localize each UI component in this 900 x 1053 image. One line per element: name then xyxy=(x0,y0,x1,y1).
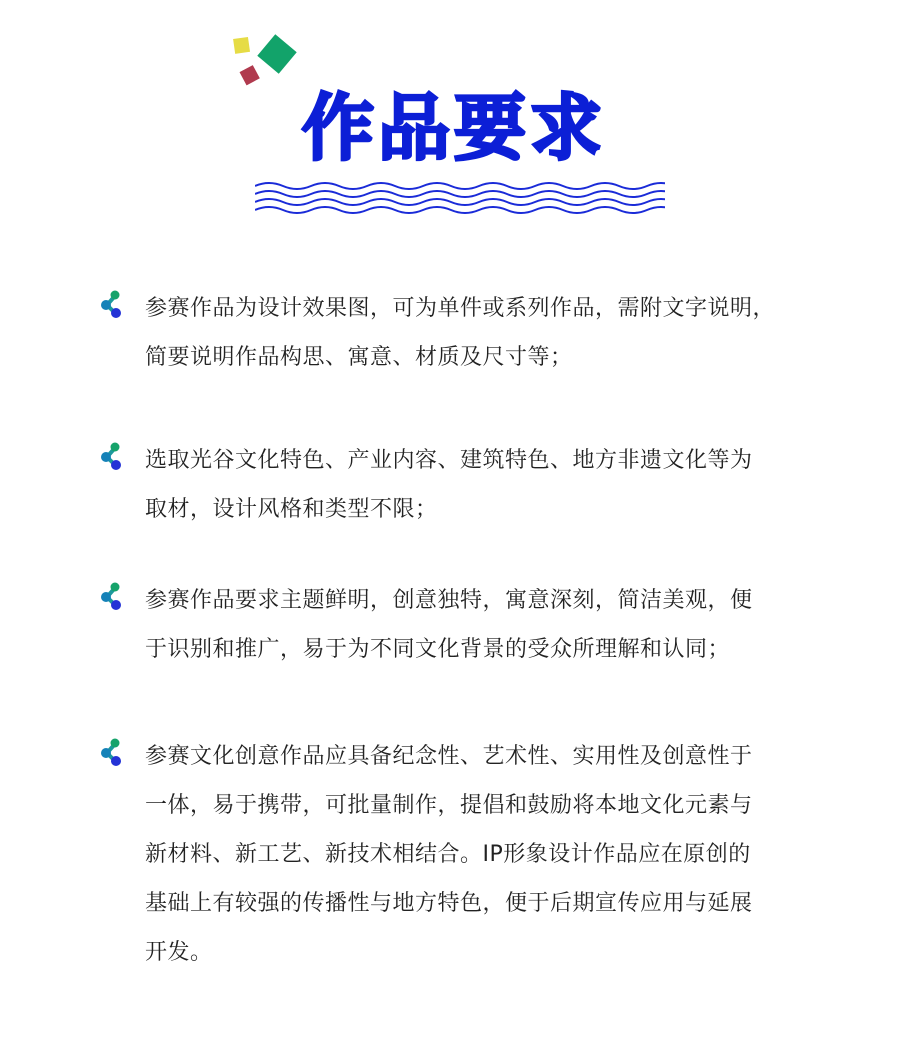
decorative-squares-icon xyxy=(228,30,308,100)
text-line: 一体，易于携带，可批量制作，提倡和鼓励将本地文化元素与 xyxy=(145,793,753,818)
text-line: 基础上有较强的传播性与地方特色，便于后期宣传应用与延展 xyxy=(145,891,753,916)
molecule-bullet-icon xyxy=(100,289,126,319)
molecule-bullet-icon xyxy=(100,581,126,611)
molecule-bullet-icon xyxy=(100,441,126,471)
yellow-square-icon xyxy=(233,37,250,54)
text-line: 选取光谷文化特色、产业内容、建筑特色、地方非遗文化等为 xyxy=(145,448,753,473)
text-line: 新材料、新工艺、新技术相结合。IP形象设计作品应在原创的 xyxy=(145,842,751,867)
green-square-icon xyxy=(257,34,296,73)
list-item-text xyxy=(145,732,820,977)
header xyxy=(0,0,900,230)
text-line: 参赛作品为设计效果图，可为单件或系列作品，需附文字说明， xyxy=(145,296,776,321)
text-line: 参赛作品要求主题鲜明，创意独特，寓意深刻，简洁美观，便 xyxy=(145,588,753,613)
page-title: 作品要求 xyxy=(302,86,607,170)
red-square-icon xyxy=(240,65,260,85)
wave-divider-icon xyxy=(255,180,665,220)
list-item-text xyxy=(145,436,820,534)
list-item-text xyxy=(145,284,820,382)
list-item-text xyxy=(145,576,820,674)
text-line: 取材，设计风格和类型不限； xyxy=(145,497,438,522)
molecule-bullet-icon xyxy=(100,737,126,767)
text-line: 参赛文化创意作品应具备纪念性、艺术性、实用性及创意性于 xyxy=(145,744,753,769)
text-line: 于识别和推广，易于为不同文化背景的受众所理解和认同； xyxy=(145,637,731,662)
text-line: 简要说明作品构思、寓意、材质及尺寸等； xyxy=(145,345,573,370)
text-line: 开发。 xyxy=(145,940,213,965)
